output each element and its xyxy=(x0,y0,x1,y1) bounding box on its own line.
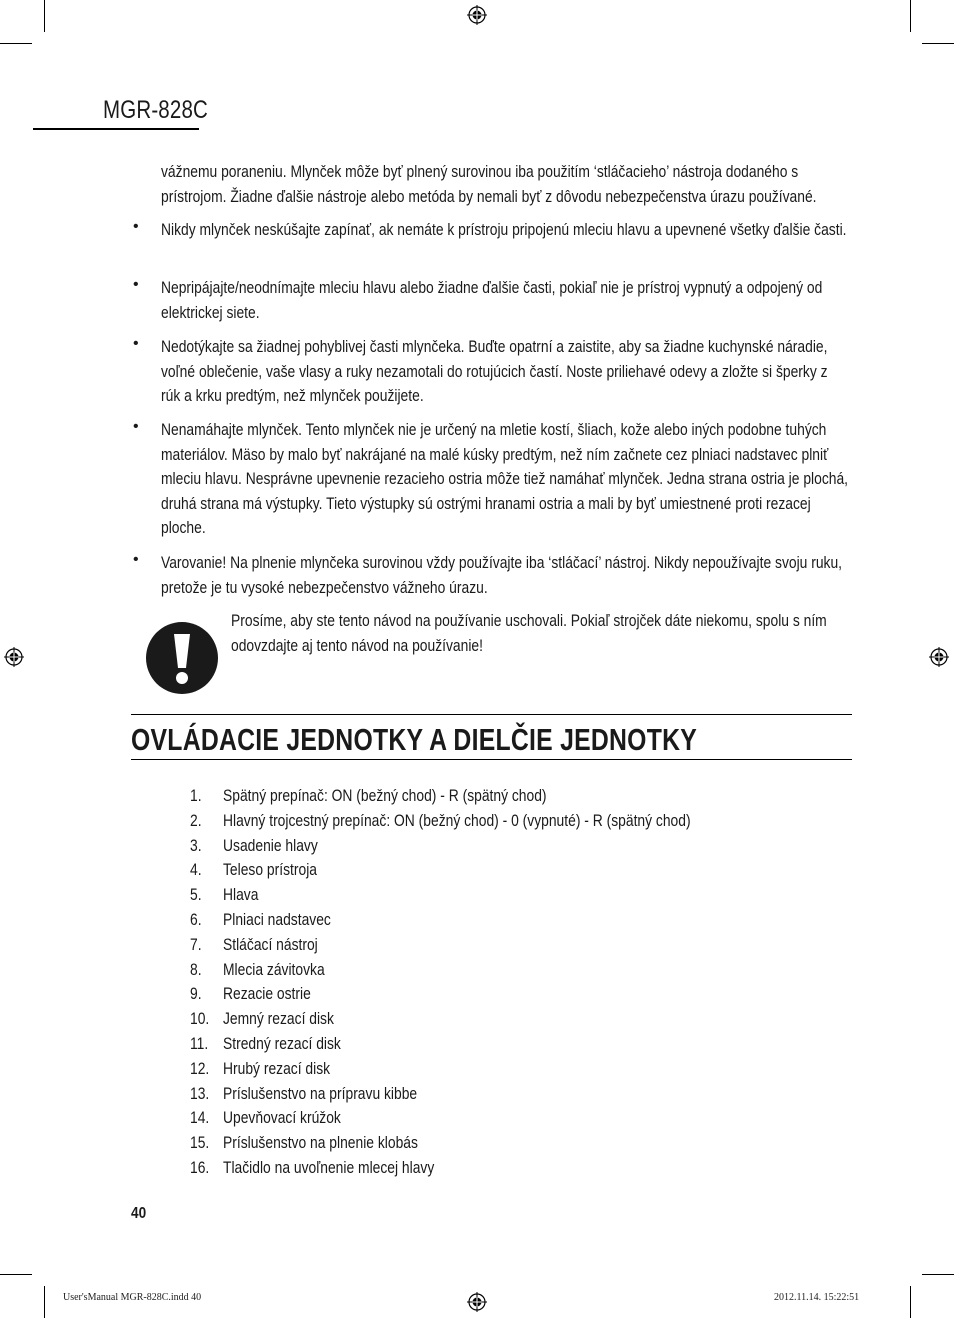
list-item-number: 2. xyxy=(190,811,202,830)
registration-mark-icon xyxy=(467,1292,487,1312)
bullet-item: Varovanie! Na plnenie mlynčeka surovinou vždy používajte iba ‘stláčací’ nástroj. Nikdy nepoužívajte svoju ruku, pretože je tu vysoké nebezpečenstvo vážneho úrazu. xyxy=(161,554,843,597)
slug-timestamp: 2012.11.14. 15:22:51 xyxy=(774,1292,860,1303)
list-item-number: 4. xyxy=(190,861,202,880)
list-item: Upevňovací krúžok xyxy=(223,1109,341,1128)
list-item: Rezacie ostrie xyxy=(223,985,311,1004)
list-item: Jemný rezací disk xyxy=(223,1010,334,1029)
header-rule xyxy=(33,128,199,130)
bullet-item: Nedotýkajte sa žiadnej pohyblivej časti mlynčeka. Buďte opatrní a zaistite, aby sa žiadne kuchynské náradie, voľné oblečenie, vaše vlasy a ruky nezamotali do rotujúcich častí. Noste priliehavé odevy a zložte si šperky z rúk a krku predtým, než mlynček použijete. xyxy=(161,338,828,405)
crop-mark xyxy=(922,1274,954,1275)
list-item: Mlecia závitovka xyxy=(223,960,325,979)
section-rule-top xyxy=(131,714,852,715)
bullet-marker: • xyxy=(133,218,139,235)
page-number: 40 xyxy=(131,1205,147,1222)
list-item-number: 9. xyxy=(190,985,202,1004)
list-item-number: 12. xyxy=(190,1059,210,1078)
list-item: Hlavný trojcestný prepínač: ON (bežný chod) - 0 (vypnuté) - R (spätný chod) xyxy=(223,811,691,830)
list-item: Plniaci nadstavec xyxy=(223,911,331,929)
list-item-number: 6. xyxy=(190,911,202,929)
list-item: Príslušenstvo na prípravu kibbe xyxy=(223,1084,418,1103)
crop-mark xyxy=(922,43,954,44)
crop-mark xyxy=(44,0,45,32)
list-item: Hrubý rezací disk xyxy=(223,1059,331,1078)
slug-file: User'sManual MGR-828C.indd 40 xyxy=(63,1292,202,1303)
list-item: Tlačidlo na uvoľnenie mlecej hlavy xyxy=(223,1159,435,1177)
list-item-number: 3. xyxy=(190,836,202,855)
bullet-marker: • xyxy=(133,335,139,352)
bullet-item: Nikdy mlynček neskúšajte zapínať, ak nemáte k prístroju pripojenú mleciu hlavu a upevnené všetky ďalšie časti. xyxy=(161,221,847,239)
bullet-marker: • xyxy=(133,551,139,568)
list-item: Usadenie hlavy xyxy=(223,836,318,855)
list-item-number: 5. xyxy=(190,886,202,905)
registration-mark-icon xyxy=(467,5,487,25)
continuation-paragraph: vážnemu poraneniu. Mlynček môže byť plnený surovinou iba použitím ‘stláčacieho’ nástroja dodaného s prístrojom. Žiadne ďalšie nástroje alebo metóda by nemali byť z dôvodu nebezpečenstva úrazu používané. xyxy=(161,163,817,206)
crop-mark xyxy=(910,0,911,32)
crop-mark xyxy=(0,1274,32,1275)
list-item-number: 13. xyxy=(190,1084,210,1103)
list-item-number: 15. xyxy=(190,1134,210,1153)
list-item: Spätný prepínač: ON (bežný chod) - R (spätný chod) xyxy=(223,787,547,805)
list-item: Stredný rezací disk xyxy=(223,1035,341,1053)
list-item-number: 8. xyxy=(190,960,202,979)
crop-mark xyxy=(0,43,32,44)
bullet-item: Nepripájajte/neodnímajte mleciu hlavu alebo žiadne ďalšie časti, pokiaľ nie je prístroj vypnutý a odpojený od elektrickej siete. xyxy=(161,279,823,322)
list-item-number: 14. xyxy=(190,1109,210,1128)
bullet-marker: • xyxy=(133,418,139,435)
list-item-number: 7. xyxy=(190,935,202,954)
bullet-item: Nenamáhajte mlynček. Tento mlynček nie je určený na mletie kostí, šliach, kože alebo iných podobne tuhých materiálov. Mäso by malo byť nakrájané na malé kúsky predtým, než ním začnete cez plniaci nadstavec plniť mleciu hlavu. Nesprávne upevnenie rezacieho ostria môže tiež namáhať mlynček. Jedna strana ostria je plochá, druhá strana má výstupky. Tieto výstupky sú ostrými hranami ostria a mali by byť umiestnené proti rezacej ploche. xyxy=(161,421,849,537)
crop-mark xyxy=(44,1286,45,1318)
section-rule-bottom xyxy=(131,759,852,760)
crop-mark xyxy=(910,1286,911,1318)
list-item-number: 10. xyxy=(190,1010,210,1029)
list-item: Stláčací nástroj xyxy=(223,935,318,954)
section-title: OVLÁDACIE JEDNOTKY A DIELČIE JEDNOTKY xyxy=(131,722,698,757)
list-item: Teleso prístroja xyxy=(223,861,317,880)
list-item: Príslušenstvo na plnenie klobás xyxy=(223,1134,418,1153)
list-item: Hlava xyxy=(223,886,259,905)
list-item-number: 16. xyxy=(190,1159,210,1177)
list-item-number: 1. xyxy=(190,787,202,805)
bullet-marker: • xyxy=(133,276,139,293)
model-name: MGR-828C xyxy=(103,96,208,124)
exclamation-icon xyxy=(146,622,218,694)
registration-mark-icon xyxy=(4,647,24,667)
notice-text: Prosíme, aby ste tento návod na používanie uschovali. Pokiaľ strojček dáte niekomu, spolu s ním odovzdajte aj tento návod na používanie! xyxy=(231,612,827,655)
list-item-number: 11. xyxy=(190,1035,209,1053)
